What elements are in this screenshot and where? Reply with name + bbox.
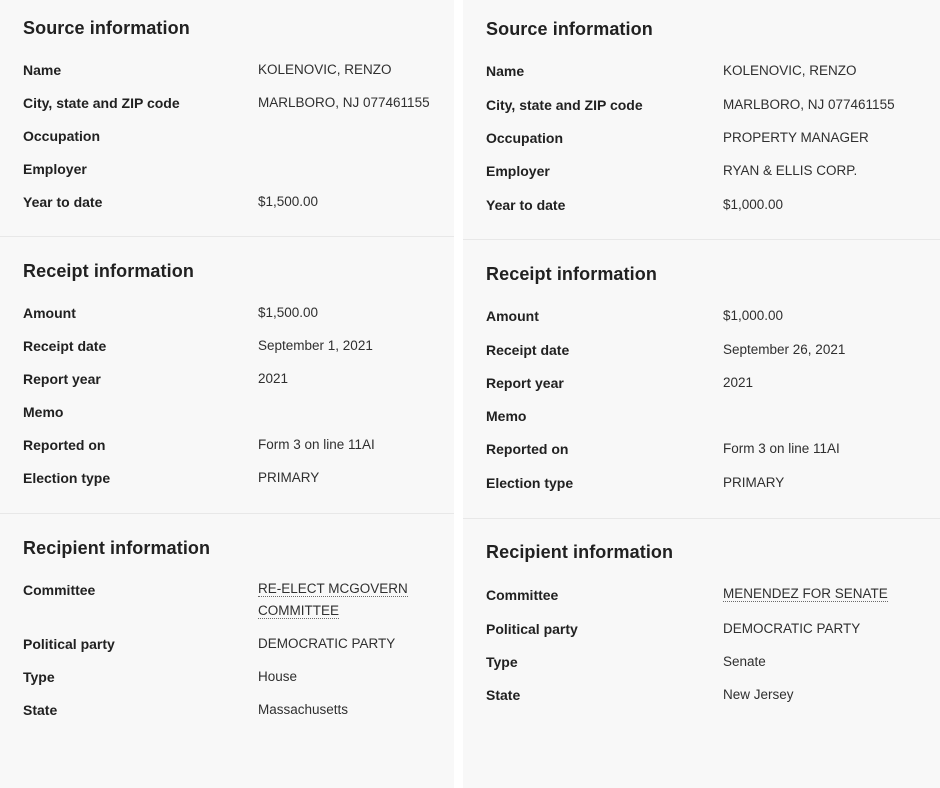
right-election-type-label: Election type <box>486 475 574 491</box>
right-committee-value <box>723 583 933 605</box>
left-recipient-section <box>0 514 454 788</box>
right-source-row-employer <box>463 163 940 187</box>
left-committee-label: Committee <box>23 582 96 598</box>
left-recipient-title: Recipient information <box>23 538 211 558</box>
left-city-value: MARLBORO, NJ 077461155 <box>258 95 430 110</box>
right-ytd-value: $1,000.00 <box>723 197 784 212</box>
left-source-row-employer <box>0 161 454 185</box>
left-state-value: Massachusetts <box>258 702 349 717</box>
right-employer-value: RYAN & ELLIS CORP. <box>723 163 858 178</box>
right-party-label: Political party <box>486 621 578 637</box>
right-reported-on-label: Reported on <box>486 441 569 457</box>
right-city-label: City, state and ZIP code <box>486 97 643 113</box>
left-receipt-title: Receipt information <box>23 261 194 281</box>
right-type-value: Senate <box>723 654 766 669</box>
right-amount-value: $1,000.00 <box>723 308 784 323</box>
left-committee-link-line1[interactable]: RE-ELECT MCGOVERN <box>258 581 408 596</box>
left-election-type-label: Election type <box>23 470 111 486</box>
left-receipt-date-label: Receipt date <box>23 338 107 354</box>
right-employer-label: Employer <box>486 163 550 179</box>
left-party-value: DEMOCRATIC PARTY <box>258 636 396 651</box>
right-receipt-title: Receipt information <box>486 264 657 284</box>
left-party-label: Political party <box>23 636 115 652</box>
right-receipt-section <box>463 240 940 519</box>
right-receipt-row-year <box>463 375 940 399</box>
right-report-year-label: Report year <box>486 375 564 391</box>
left-source-title: Source information <box>23 18 190 38</box>
right-report-year-value: 2021 <box>723 375 754 390</box>
left-memo-label: Memo <box>23 404 64 420</box>
left-source-row-ytd <box>0 194 454 218</box>
right-recipient-row-state <box>463 687 940 711</box>
left-employer-label: Employer <box>23 161 87 177</box>
right-source-section <box>463 0 940 240</box>
left-receipt-row-election <box>0 470 454 494</box>
left-recipient-row-type <box>0 669 454 693</box>
left-city-label: City, state and ZIP code <box>23 95 180 111</box>
right-receipt-date-value: September 26, 2021 <box>723 342 846 357</box>
right-receipt-row-amount <box>463 308 940 332</box>
right-recipient-row-party <box>463 621 940 645</box>
left-receipt-row-reported <box>0 437 454 461</box>
right-recipient-title: Recipient information <box>486 542 674 562</box>
left-receipt-panel <box>0 0 454 788</box>
right-receipt-row-date <box>463 342 940 366</box>
right-source-row-occupation <box>463 130 940 154</box>
left-receipt-row-date <box>0 338 454 362</box>
right-state-value: New Jersey <box>723 687 794 702</box>
right-receipt-row-election <box>463 475 940 499</box>
right-source-row-ytd <box>463 197 940 221</box>
right-reported-on-value: Form 3 on line 11AI <box>723 441 840 456</box>
right-receipt-panel <box>463 0 940 788</box>
right-receipt-row-reported <box>463 441 940 465</box>
left-committee-value <box>258 578 443 622</box>
right-city-value: MARLBORO, NJ 077461155 <box>723 97 895 112</box>
left-reported-on-value: Form 3 on line 11AI <box>258 437 375 452</box>
right-election-type-value: PRIMARY <box>723 475 785 490</box>
left-receipt-date-value: September 1, 2021 <box>258 338 373 353</box>
right-ytd-label: Year to date <box>486 197 566 213</box>
right-recipient-row-committee <box>463 587 940 611</box>
left-report-year-label: Report year <box>23 371 101 387</box>
right-source-title: Source information <box>486 19 653 39</box>
right-type-label: Type <box>486 654 518 670</box>
right-name-label: Name <box>486 63 525 79</box>
right-occupation-label: Occupation <box>486 130 564 146</box>
right-occupation-value: PROPERTY MANAGER <box>723 130 869 145</box>
left-type-value: House <box>258 669 298 684</box>
left-state-label: State <box>23 702 58 718</box>
left-recipient-row-committee <box>0 582 454 626</box>
left-ytd-value: $1,500.00 <box>258 194 319 209</box>
left-recipient-row-party <box>0 636 454 660</box>
left-amount-label: Amount <box>23 305 76 321</box>
right-memo-label: Memo <box>486 408 527 424</box>
right-party-value: DEMOCRATIC PARTY <box>723 621 861 636</box>
left-reported-on-label: Reported on <box>23 437 106 453</box>
left-recipient-row-state <box>0 702 454 726</box>
left-report-year-value: 2021 <box>258 371 289 386</box>
right-amount-label: Amount <box>486 308 539 324</box>
right-state-label: State <box>486 687 521 703</box>
right-recipient-row-type <box>463 654 940 678</box>
left-name-value: KOLENOVIC, RENZO <box>258 62 392 77</box>
left-amount-value: $1,500.00 <box>258 305 319 320</box>
right-receipt-row-memo <box>463 408 940 432</box>
left-source-section <box>0 0 454 237</box>
left-name-label: Name <box>23 62 62 78</box>
right-committee-link[interactable]: MENENDEZ FOR SENATE <box>723 586 888 601</box>
left-source-row-occupation <box>0 128 454 152</box>
left-ytd-label: Year to date <box>23 194 103 210</box>
left-type-label: Type <box>23 669 55 685</box>
left-receipt-row-amount <box>0 305 454 329</box>
right-name-value: KOLENOVIC, RENZO <box>723 63 857 78</box>
left-election-type-value: PRIMARY <box>258 470 320 485</box>
left-receipt-row-memo <box>0 404 454 428</box>
right-source-row-city <box>463 97 940 121</box>
left-receipt-row-year <box>0 371 454 395</box>
left-occupation-label: Occupation <box>23 128 101 144</box>
left-source-row-name <box>0 62 454 86</box>
right-source-row-name <box>463 63 940 87</box>
left-receipt-section <box>0 237 454 514</box>
right-committee-label: Committee <box>486 587 559 603</box>
right-receipt-date-label: Receipt date <box>486 342 570 358</box>
left-source-row-city <box>0 95 454 119</box>
right-recipient-section <box>463 519 940 788</box>
left-committee-link-line2[interactable]: COMMITTEE <box>258 603 339 618</box>
